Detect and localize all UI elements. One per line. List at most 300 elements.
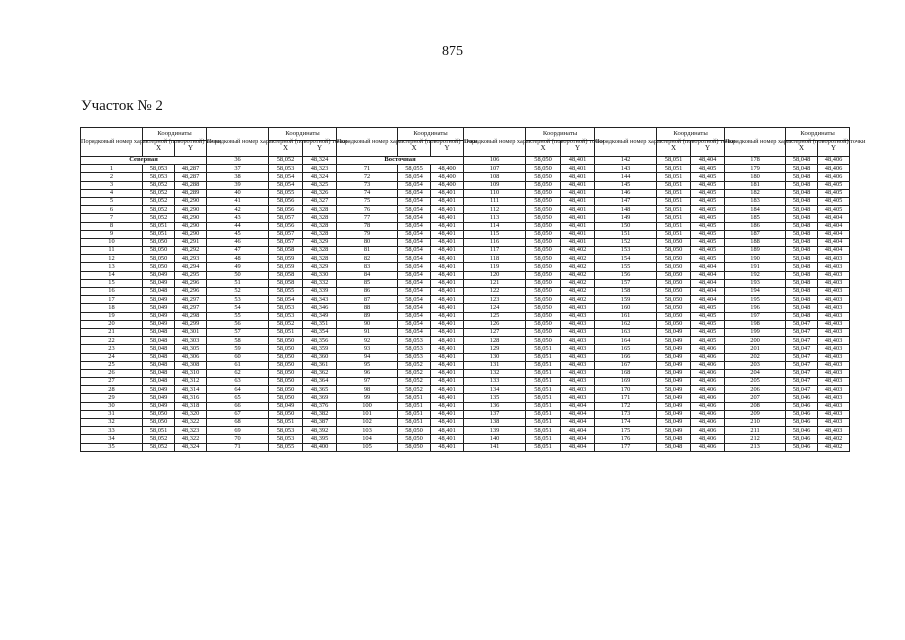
cell-point-number: 109 (464, 181, 526, 189)
cell-coordinate-y: 48,403 (561, 386, 595, 394)
cell-coordinate-x: 58,048 (143, 361, 175, 369)
cell-point-number: 15 (81, 279, 143, 287)
cell-coordinate-y: 48,401 (431, 378, 464, 386)
cell-coordinate-y: 48,403 (818, 288, 850, 296)
cell-point-number: 121 (464, 279, 526, 287)
cell-coordinate-x: 58,050 (657, 279, 691, 287)
table-row (81, 394, 850, 402)
cell-coordinate-x: 58,048 (786, 296, 818, 304)
cell-coordinate-x: 58,054 (269, 173, 303, 181)
cell-coordinate-x: 58,051 (526, 361, 561, 369)
header-coordinates: Координаты (269, 128, 337, 141)
cell-coordinate-y: 48,382 (303, 410, 337, 418)
cell-coordinate-x: 58,054 (398, 189, 431, 197)
cell-coordinate-y: 48,401 (431, 214, 464, 222)
cell-coordinate-x: 58,050 (526, 238, 561, 246)
cell-point-number: 134 (464, 386, 526, 394)
cell-coordinate-y: 48,404 (561, 419, 595, 427)
cell-coordinate-y: 48,401 (431, 410, 464, 418)
cell-coordinate-y: 48,292 (175, 247, 207, 255)
cell-point-number: 174 (595, 419, 657, 427)
table-row (81, 443, 850, 451)
cell-point-number: 85 (337, 279, 398, 287)
cell-coordinate-x: 58,055 (269, 189, 303, 197)
cell-point-number: 138 (464, 419, 526, 427)
cell-coordinate-y: 48,306 (175, 353, 207, 361)
cell-coordinate-y: 48,401 (431, 345, 464, 353)
cell-coordinate-y: 48,401 (431, 222, 464, 230)
cell-coordinate-y: 48,401 (431, 206, 464, 214)
cell-point-number: 83 (337, 263, 398, 271)
cell-coordinate-x: 58,051 (398, 410, 431, 418)
cell-point-number: 173 (595, 410, 657, 418)
cell-point-number: 18 (81, 304, 143, 312)
cell-coordinate-y: 48,404 (561, 427, 595, 435)
header-y: Y (303, 141, 337, 157)
cell-point-number: 63 (207, 378, 269, 386)
cell-coordinate-x: 58,054 (269, 181, 303, 189)
cell-coordinate-x: 58,048 (786, 181, 818, 189)
cell-coordinate-y: 48,329 (303, 238, 337, 246)
cell-point-number: 132 (464, 369, 526, 377)
cell-coordinate-x: 58,051 (526, 378, 561, 386)
cell-point-number: 62 (207, 369, 269, 377)
cell-point-number: 93 (337, 345, 398, 353)
table-row (81, 197, 850, 205)
cell-coordinate-x: 58,051 (657, 181, 691, 189)
cell-coordinate-x: 58,049 (143, 312, 175, 320)
cell-point-number: 100 (337, 402, 398, 410)
cell-coordinate-x: 58,049 (657, 378, 691, 386)
cell-coordinate-x: 58,051 (657, 197, 691, 205)
cell-coordinate-y: 48,324 (303, 157, 337, 165)
cell-coordinate-y: 48,405 (691, 189, 725, 197)
cell-coordinate-x: 58,049 (657, 369, 691, 377)
cell-coordinate-x: 58,057 (269, 230, 303, 238)
table-header (81, 128, 866, 157)
cell-coordinate-x: 58,054 (398, 230, 431, 238)
cell-coordinate-y: 48,404 (561, 402, 595, 410)
cell-coordinate-x: 58,058 (269, 279, 303, 287)
cell-coordinate-y: 48,405 (691, 328, 725, 336)
header-y: Y (691, 141, 725, 157)
cell-coordinate-x: 58,050 (269, 410, 303, 418)
cell-point-number: 144 (595, 173, 657, 181)
cell-coordinate-x: 58,050 (143, 419, 175, 427)
cell-coordinate-y: 48,405 (818, 189, 850, 197)
cell-coordinate-y: 48,402 (561, 279, 595, 287)
cell-point-number: 155 (595, 263, 657, 271)
cell-coordinate-y: 48,401 (431, 443, 464, 451)
cell-coordinate-x: 58,048 (143, 328, 175, 336)
cell-coordinate-x: 58,050 (269, 369, 303, 377)
cell-coordinate-y: 48,406 (818, 173, 850, 181)
cell-coordinate-y: 48,330 (303, 271, 337, 279)
cell-coordinate-x: 58,050 (657, 247, 691, 255)
cell-coordinate-y: 48,328 (303, 247, 337, 255)
cell-coordinate-y: 48,401 (561, 222, 595, 230)
cell-coordinate-x: 58,054 (398, 271, 431, 279)
cell-coordinate-x: 58,049 (657, 337, 691, 345)
cell-point-number: 117 (464, 247, 526, 255)
cell-coordinate-y: 48,406 (691, 402, 725, 410)
cell-coordinate-x: 58,048 (786, 247, 818, 255)
cell-point-number: 126 (464, 320, 526, 328)
cell-coordinate-y: 48,289 (175, 189, 207, 197)
cell-coordinate-x: 58,051 (398, 402, 431, 410)
cell-point-number: 145 (595, 181, 657, 189)
cell-point-number: 199 (725, 328, 786, 336)
cell-coordinate-x: 58,054 (398, 320, 431, 328)
cell-point-number: 137 (464, 410, 526, 418)
cell-coordinate-y: 48,403 (561, 337, 595, 345)
cell-coordinate-x: 58,048 (786, 206, 818, 214)
table-row (81, 206, 850, 214)
cell-coordinate-y: 48,303 (175, 337, 207, 345)
cell-coordinate-y: 48,287 (175, 165, 207, 173)
cell-point-number: 122 (464, 288, 526, 296)
cell-coordinate-x: 58,051 (526, 369, 561, 377)
cell-coordinate-y: 48,328 (303, 255, 337, 263)
cell-point-number: 68 (207, 419, 269, 427)
cell-point-number: 171 (595, 394, 657, 402)
cell-point-number: 90 (337, 320, 398, 328)
cell-coordinate-x: 58,048 (786, 197, 818, 205)
cell-coordinate-y: 48,403 (818, 402, 850, 410)
cell-point-number: 179 (725, 165, 786, 173)
cell-point-number: 166 (595, 353, 657, 361)
cell-coordinate-x: 58,050 (143, 238, 175, 246)
cell-coordinate-x: 58,053 (269, 435, 303, 443)
cell-coordinate-y: 48,323 (303, 165, 337, 173)
cell-coordinate-x: 58,056 (269, 197, 303, 205)
cell-coordinate-y: 48,403 (561, 320, 595, 328)
cell-point-number: 49 (207, 263, 269, 271)
cell-coordinate-y: 48,361 (303, 361, 337, 369)
cell-coordinate-y: 48,339 (303, 288, 337, 296)
cell-coordinate-y: 48,405 (818, 206, 850, 214)
cell-coordinate-y: 48,296 (175, 279, 207, 287)
table-row (81, 181, 850, 189)
cell-coordinate-y: 48,403 (818, 353, 850, 361)
cell-coordinate-x: 58,050 (526, 214, 561, 222)
cell-coordinate-x: 58,054 (398, 328, 431, 336)
cell-point-number: 194 (725, 288, 786, 296)
cell-point-number: 183 (725, 197, 786, 205)
cell-coordinate-x: 58,050 (526, 271, 561, 279)
cell-point-number: 131 (464, 361, 526, 369)
cell-coordinate-y: 48,324 (303, 173, 337, 181)
cell-coordinate-y: 48,403 (818, 337, 850, 345)
cell-coordinate-y: 48,291 (175, 238, 207, 246)
cell-coordinate-x: 58,052 (398, 369, 431, 377)
cell-coordinate-x: 58,047 (786, 378, 818, 386)
header-point-number: Порядковый номер характерной (поворотной) точки (595, 128, 657, 157)
cell-coordinate-y: 48,401 (431, 386, 464, 394)
cell-point-number: 101 (337, 410, 398, 418)
cell-coordinate-x: 58,053 (398, 337, 431, 345)
cell-point-number: 36 (207, 157, 269, 165)
cell-coordinate-x: 58,050 (526, 197, 561, 205)
cell-coordinate-x: 58,048 (786, 263, 818, 271)
cell-coordinate-x: 58,049 (143, 279, 175, 287)
section-title: Участок № 2 (81, 98, 163, 114)
cell-coordinate-y: 48,404 (561, 443, 595, 451)
cell-coordinate-y: 48,403 (818, 255, 850, 263)
cell-coordinate-y: 48,401 (431, 263, 464, 271)
cell-coordinate-y: 48,403 (818, 410, 850, 418)
cell-coordinate-x: 58,048 (786, 279, 818, 287)
cell-coordinate-x: 58,052 (269, 157, 303, 165)
cell-coordinate-x: 58,050 (526, 320, 561, 328)
cell-point-number: 178 (725, 157, 786, 165)
cell-coordinate-y: 48,406 (691, 419, 725, 427)
table-row (81, 361, 850, 369)
header-x: X (786, 141, 818, 157)
cell-coordinate-x: 58,049 (143, 402, 175, 410)
cell-coordinate-x: 58,052 (398, 378, 431, 386)
cell-point-number: 102 (337, 419, 398, 427)
cell-coordinate-x: 58,048 (143, 345, 175, 353)
cell-coordinate-y: 48,403 (818, 419, 850, 427)
cell-point-number: 181 (725, 181, 786, 189)
header-x: X (398, 141, 431, 157)
table-row (81, 279, 850, 287)
cell-coordinate-x: 58,047 (786, 369, 818, 377)
cell-coordinate-y: 48,406 (818, 157, 850, 165)
cell-point-number: 112 (464, 206, 526, 214)
cell-coordinate-y: 48,401 (431, 369, 464, 377)
cell-coordinate-y: 48,401 (561, 206, 595, 214)
table-row (81, 328, 850, 336)
cell-point-number: 6 (81, 206, 143, 214)
cell-point-number: 191 (725, 263, 786, 271)
cell-coordinate-x: 58,048 (657, 443, 691, 451)
cell-coordinate-y: 48,403 (818, 328, 850, 336)
cell-coordinate-x: 58,049 (143, 296, 175, 304)
cell-point-number: 163 (595, 328, 657, 336)
cell-coordinate-x: 58,051 (526, 419, 561, 427)
cell-point-number: 70 (207, 435, 269, 443)
cell-point-number: 207 (725, 394, 786, 402)
cell-point-number: 80 (337, 238, 398, 246)
cell-point-number: 27 (81, 378, 143, 386)
cell-point-number: 198 (725, 320, 786, 328)
cell-point-number: 154 (595, 255, 657, 263)
cell-coordinate-x: 58,050 (526, 189, 561, 197)
cell-coordinate-y: 48,401 (431, 271, 464, 279)
cell-coordinate-x: 58,048 (786, 173, 818, 181)
cell-coordinate-y: 48,405 (691, 165, 725, 173)
table-row (81, 410, 850, 418)
cell-point-number: 28 (81, 386, 143, 394)
cell-coordinate-y: 48,290 (175, 222, 207, 230)
cell-coordinate-y: 48,324 (175, 443, 207, 451)
table-row (81, 296, 850, 304)
table-row (81, 345, 850, 353)
cell-coordinate-y: 48,404 (818, 247, 850, 255)
cell-coordinate-y: 48,297 (175, 296, 207, 304)
table-row (81, 157, 850, 165)
cell-coordinate-y: 48,401 (431, 402, 464, 410)
cell-point-number: 88 (337, 304, 398, 312)
cell-coordinate-x: 58,054 (398, 296, 431, 304)
cell-coordinate-y: 48,404 (561, 410, 595, 418)
cell-point-number: 86 (337, 288, 398, 296)
cell-coordinate-y: 48,401 (561, 214, 595, 222)
cell-coordinate-x: 58,050 (269, 337, 303, 345)
cell-coordinate-y: 48,326 (303, 189, 337, 197)
table-row (81, 419, 850, 427)
header-point-number: Порядковый номер характерной (поворотной) точки (337, 128, 398, 157)
cell-point-number: 16 (81, 288, 143, 296)
cell-coordinate-x: 58,051 (657, 165, 691, 173)
cell-coordinate-x: 58,050 (657, 238, 691, 246)
cell-coordinate-y: 48,401 (431, 238, 464, 246)
cell-coordinate-x: 58,055 (269, 288, 303, 296)
cell-coordinate-x: 58,051 (526, 386, 561, 394)
table-row (81, 337, 850, 345)
cell-point-number: 22 (81, 337, 143, 345)
cell-coordinate-y: 48,329 (303, 263, 337, 271)
cell-coordinate-y: 48,401 (561, 197, 595, 205)
cell-coordinate-y: 48,405 (691, 206, 725, 214)
cell-point-number: 107 (464, 165, 526, 173)
cell-coordinate-y: 48,323 (175, 427, 207, 435)
cell-point-number: 146 (595, 189, 657, 197)
cell-coordinate-y: 48,401 (561, 189, 595, 197)
cell-point-number: 156 (595, 271, 657, 279)
header-coordinates: Координаты (143, 128, 207, 141)
cell-point-number: 186 (725, 222, 786, 230)
cell-point-number: 10 (81, 238, 143, 246)
cell-coordinate-y: 48,402 (561, 271, 595, 279)
cell-coordinate-y: 48,401 (431, 320, 464, 328)
cell-coordinate-x: 58,052 (143, 206, 175, 214)
cell-coordinate-y: 48,401 (431, 296, 464, 304)
cell-coordinate-y: 48,404 (818, 214, 850, 222)
cell-coordinate-x: 58,046 (786, 402, 818, 410)
cell-coordinate-x: 58,047 (786, 361, 818, 369)
cell-point-number: 128 (464, 337, 526, 345)
cell-coordinate-y: 48,405 (691, 214, 725, 222)
cell-coordinate-x: 58,054 (398, 312, 431, 320)
cell-coordinate-x: 58,050 (526, 230, 561, 238)
cell-coordinate-y: 48,403 (818, 369, 850, 377)
cell-point-number: 176 (595, 435, 657, 443)
cell-coordinate-x: 58,049 (143, 271, 175, 279)
cell-point-number: 148 (595, 206, 657, 214)
header-x: X (143, 141, 175, 157)
cell-point-number: 177 (595, 443, 657, 451)
cell-coordinate-y: 48,401 (431, 288, 464, 296)
cell-coordinate-x: 58,049 (657, 328, 691, 336)
cell-point-number: 175 (595, 427, 657, 435)
cell-coordinate-x: 58,051 (657, 230, 691, 238)
table-row (81, 222, 850, 230)
cell-coordinate-x: 58,050 (526, 181, 561, 189)
cell-coordinate-x: 58,050 (657, 271, 691, 279)
cell-point-number: 41 (207, 197, 269, 205)
cell-coordinate-y: 48,406 (691, 369, 725, 377)
cell-point-number: 135 (464, 394, 526, 402)
cell-point-number: 165 (595, 345, 657, 353)
cell-coordinate-y: 48,362 (303, 369, 337, 377)
cell-point-number: 23 (81, 345, 143, 353)
cell-point-number: 185 (725, 214, 786, 222)
cell-coordinate-y: 48,402 (561, 263, 595, 271)
cell-coordinate-y: 48,404 (818, 222, 850, 230)
cell-point-number: 77 (337, 214, 398, 222)
cell-point-number: 159 (595, 296, 657, 304)
cell-coordinate-y: 48,403 (561, 304, 595, 312)
cell-coordinate-x: 58,050 (526, 255, 561, 263)
cell-coordinate-y: 48,405 (691, 222, 725, 230)
cell-point-number: 55 (207, 312, 269, 320)
cell-coordinate-x: 58,048 (786, 312, 818, 320)
cell-coordinate-x: 58,052 (143, 197, 175, 205)
cell-point-number: 37 (207, 165, 269, 173)
cell-coordinate-y: 48,406 (691, 394, 725, 402)
cell-coordinate-y: 48,404 (818, 238, 850, 246)
cell-coordinate-x: 58,054 (398, 247, 431, 255)
cell-coordinate-x: 58,048 (143, 378, 175, 386)
cell-coordinate-x: 58,050 (398, 435, 431, 443)
cell-coordinate-x: 58,047 (786, 386, 818, 394)
cell-coordinate-x: 58,050 (526, 312, 561, 320)
cell-coordinate-x: 58,051 (526, 435, 561, 443)
cell-coordinate-x: 58,046 (786, 443, 818, 451)
cell-coordinate-x: 58,050 (526, 165, 561, 173)
cell-coordinate-x: 58,051 (657, 157, 691, 165)
table-body (81, 157, 850, 452)
cell-point-number: 92 (337, 337, 398, 345)
cell-point-number: 94 (337, 353, 398, 361)
cell-coordinate-y: 48,402 (561, 288, 595, 296)
cell-coordinate-x: 58,051 (657, 173, 691, 181)
cell-point-number: 150 (595, 222, 657, 230)
cell-point-number: 20 (81, 320, 143, 328)
cell-point-number: 30 (81, 402, 143, 410)
cell-coordinate-x: 58,059 (269, 255, 303, 263)
cell-coordinate-x: 58,050 (526, 157, 561, 165)
cell-point-number: 180 (725, 173, 786, 181)
cell-point-number: 71 (337, 165, 398, 173)
cell-coordinate-x: 58,058 (269, 247, 303, 255)
cell-coordinate-x: 58,050 (398, 443, 431, 451)
table-row (81, 353, 850, 361)
cell-coordinate-y: 48,328 (303, 214, 337, 222)
cell-coordinate-x: 58,049 (143, 304, 175, 312)
cell-coordinate-y: 48,404 (691, 157, 725, 165)
cell-coordinate-x: 58,050 (657, 320, 691, 328)
cell-coordinate-y: 48,403 (818, 361, 850, 369)
cell-point-number: 33 (81, 427, 143, 435)
cell-coordinate-x: 58,052 (143, 443, 175, 451)
cell-coordinate-x: 58,048 (786, 165, 818, 173)
cell-point-number: 3 (81, 181, 143, 189)
cell-coordinate-y: 48,360 (303, 353, 337, 361)
cell-coordinate-x: 58,049 (657, 419, 691, 427)
cell-point-number: 98 (337, 386, 398, 394)
cell-coordinate-y: 48,403 (818, 320, 850, 328)
cell-coordinate-y: 48,405 (818, 197, 850, 205)
cell-coordinate-y: 48,400 (431, 181, 464, 189)
cell-point-number: 48 (207, 255, 269, 263)
cell-coordinate-y: 48,401 (431, 361, 464, 369)
cell-coordinate-x: 58,053 (398, 345, 431, 353)
cell-coordinate-y: 48,320 (175, 410, 207, 418)
